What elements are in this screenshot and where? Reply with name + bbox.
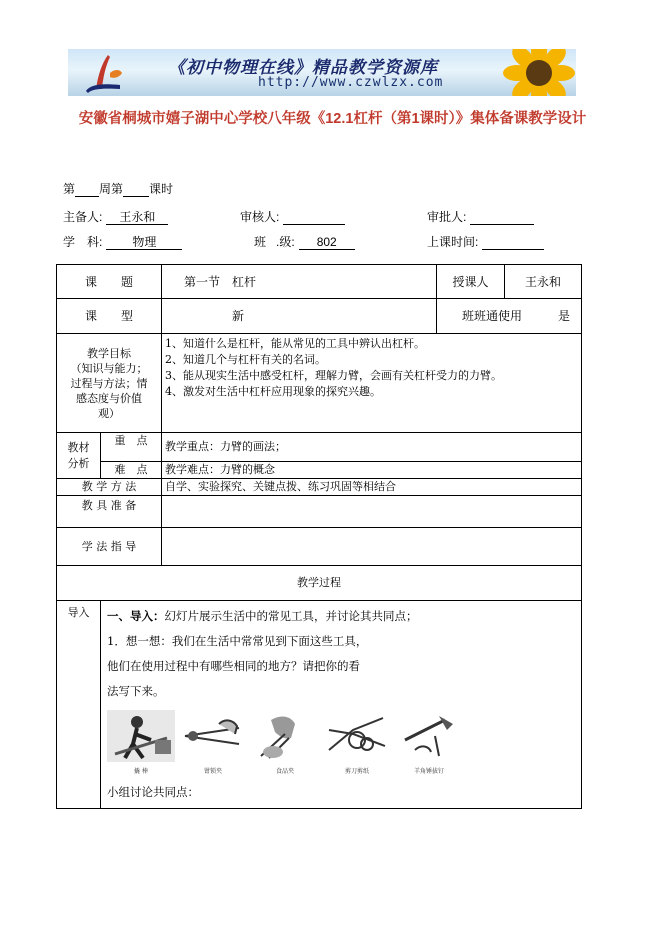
intro-heading-line (107, 604, 575, 629)
caption: 剪刀剪纸 (344, 768, 369, 775)
presenter-field: 主备人: 王永和 (63, 208, 168, 225)
presenter-value: 王永和 (106, 211, 168, 225)
intro-label: 导入 (57, 601, 101, 809)
key-point-row (57, 433, 582, 462)
study-label: 学 法 指 导 (57, 528, 162, 566)
process-label: 教学过程 (57, 566, 582, 601)
question-line-1: 1．想一想：我们在生活中常常见到下面这些工具， (107, 634, 368, 648)
tool-captions (107, 764, 575, 780)
method-row (57, 479, 582, 496)
nutcracker-image (179, 710, 247, 762)
banner-title: 《初中物理在线》精品教学资源库 (168, 58, 438, 78)
tools-value (162, 496, 582, 528)
method-value: 自学、实验探究、关键点拨、练习巩固等相结合 (162, 479, 582, 496)
key-value: 教学重点：力臂的画法； (162, 433, 582, 462)
study-row (57, 528, 582, 566)
study-value (162, 528, 582, 566)
goal-item: 4、激发对生活中杠杆应用现象的探究兴趣。 (165, 385, 382, 398)
caption: 羊角锤拔钉 (413, 768, 444, 775)
intro-text: 幻灯片展示生活中的常见工具，并讨论其共同点； (164, 609, 418, 623)
intro-heading: 一、导入： (107, 609, 165, 623)
subject-field: 学 科: 物理 (63, 233, 182, 250)
caption: 撬 棒 (134, 768, 148, 775)
header-banner (68, 49, 576, 96)
teacher-value: 王永和 (505, 265, 582, 299)
process-header-row (57, 566, 582, 601)
question-line-2: 他们在使用过程中有哪些相同的地方？请把你的看 (107, 659, 360, 673)
intro-row (57, 601, 582, 809)
crowbar-image (107, 710, 175, 762)
class-field: 班 .级: 802 (254, 233, 355, 250)
type-value: 新 (162, 299, 437, 334)
logo-icon (76, 51, 132, 94)
subject-value: 物理 (106, 236, 182, 250)
reviewer-field: 审核人: (240, 208, 345, 225)
goal-item: 2、知道几个与杠杆有关的名词。 (165, 353, 327, 366)
class-use-cell (437, 299, 582, 334)
tools-row (57, 496, 582, 528)
topic-label: 课 题 (57, 265, 162, 299)
question-line-3: 法写下来。 (107, 684, 165, 698)
difficulty-row (57, 462, 582, 479)
document-title: 安徽省桐城市嬉子湖中心学校八年级《12.1杠杆（第1课时）》集体备课教学设计 (78, 111, 587, 127)
sunflower-icon (494, 49, 576, 96)
method-label: 教 学 方 法 (57, 479, 162, 496)
goals-content (162, 334, 582, 433)
caption: 钳锁夹 (203, 768, 222, 775)
week-line: 第 周第 课时 (63, 182, 174, 196)
banner-url[interactable]: http://www.czwlzx.com (258, 75, 444, 90)
tool-images (107, 710, 575, 764)
intro-content (101, 601, 582, 809)
material-label: 教材 分析 (57, 433, 101, 479)
tools-label: 教 具 准 备 (57, 496, 162, 528)
class-value: 802 (299, 236, 355, 250)
approver-field: 审批人: (427, 208, 534, 225)
caption: 食品夹 (275, 768, 294, 775)
type-row (57, 299, 582, 334)
class-use-value: 是 (558, 309, 571, 323)
scissors-image (323, 710, 391, 762)
topic-value: 第一节 杠杆 (162, 265, 437, 299)
class-use-label: 班班通使用 (462, 309, 523, 323)
lesson-plan-table (56, 264, 582, 809)
teacher-label: 授课人 (437, 265, 505, 299)
goals-row (57, 334, 582, 433)
topic-row (57, 265, 582, 299)
goal-item: 1、知道什么是杠杆，能从常见的工具中辨认出杠杆。 (165, 337, 426, 350)
discussion-prompt: 小组讨论共同点： (107, 785, 199, 799)
goal-item: 3、能从现实生活中感受杠杆，理解力臂，会画有关杠杆受力的力臂。 (165, 369, 503, 382)
difficulty-value: 教学难点：力臂的概念 (162, 462, 582, 479)
food-tongs-image (251, 710, 319, 762)
time-field: 上课时间: (427, 233, 544, 250)
difficulty-label: 难 点 (101, 462, 162, 479)
key-label: 重 点 (101, 433, 162, 462)
goals-label: 教学目标 （知识与能力； 过程与方法；情 感态度与价值 观） (57, 334, 162, 433)
type-label: 课 型 (57, 299, 162, 334)
claw-hammer-image (395, 710, 463, 762)
